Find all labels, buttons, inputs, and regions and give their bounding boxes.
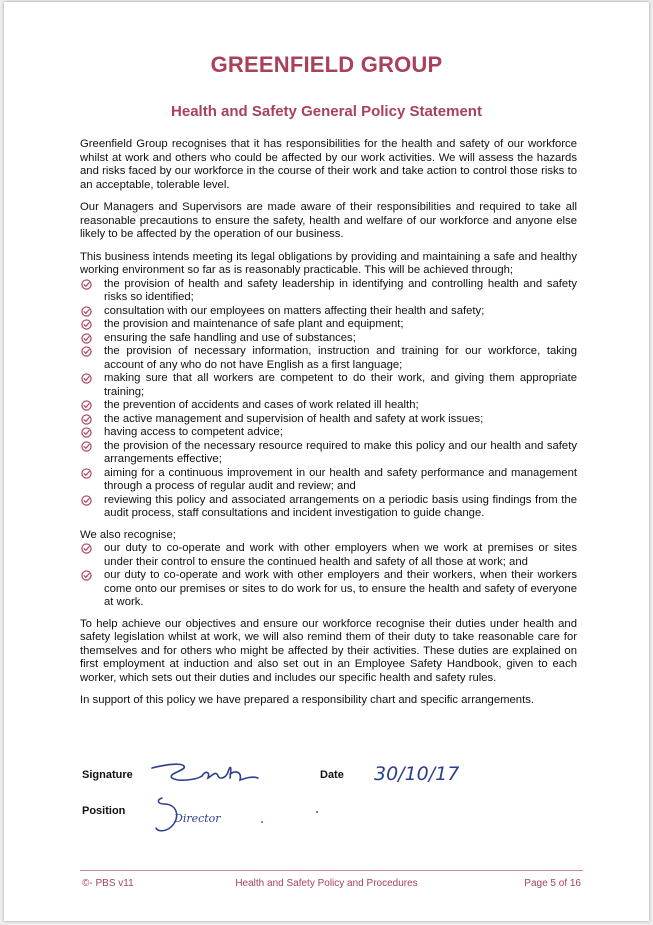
list-item-text: consultation with our employees on matters affecting their health and safety; <box>104 304 485 317</box>
handwritten-position <box>150 792 280 838</box>
list-item <box>80 426 577 440</box>
check-circle-icon <box>81 468 92 479</box>
check-circle-icon <box>81 306 92 317</box>
check-circle-icon <box>81 570 92 581</box>
list-item-text: the provision of health and safety leadership in identifying and controlling health and safety risks so identified; <box>104 277 577 303</box>
check-circle-icon <box>81 414 92 425</box>
position-value: Director <box>174 812 221 825</box>
list-item-text: making sure that all workers are competent to do their work, and giving them appropriate training; <box>104 372 577 398</box>
list-item-text: our duty to co-operate and work with other employers when we work at premises or sites under their control to ensure the continued health and safety of all those at work; and <box>104 542 577 568</box>
list-item <box>80 467 577 494</box>
list-item-text: the active management and supervision of health and safety at work issues; <box>104 412 484 425</box>
stray-mark <box>316 811 318 813</box>
document-page <box>4 2 649 921</box>
list-item-text: ensuring the safe handling and use of substances; <box>104 331 356 344</box>
date-label: Date <box>320 769 344 781</box>
list-item <box>80 372 577 399</box>
footer-copyright: ©- PBS v11 <box>82 878 134 889</box>
handwritten-signature <box>146 758 266 788</box>
support-paragraph: In support of this policy we have prepared a responsibility chart and specific arrangements. <box>80 694 534 706</box>
intro-paragraph: Greenfield Group recognises that it has responsibilities for the health and safety of our workforce whilst at work and others who could be affected by our work activities. We will assess the hazards and risks faced by our workforce in the course of their work and take action to control those risks to an acceptable, tolerable level. <box>80 138 577 191</box>
list-item <box>80 345 577 372</box>
list-item <box>80 305 577 319</box>
page-title: Health and Safety General Policy Statement <box>171 103 482 120</box>
list-item-text: the provision of the necessary resource required to make this policy and our health and safety arrangements effective; <box>104 439 577 465</box>
list-item-text: having access to competent advice; <box>104 426 283 438</box>
signature-label: Signature <box>82 769 133 781</box>
list-item-text: our duty to co-operate and work with other employers and their workers, when their workers come onto our premises or sites to do work for us, to ensure the health and safety of everyone at work. <box>104 569 577 608</box>
list-item <box>80 569 577 610</box>
list-item <box>80 413 577 427</box>
handwritten-date <box>370 759 480 787</box>
policy-body <box>80 138 577 717</box>
check-circle-icon <box>81 346 92 357</box>
list-item <box>80 440 577 467</box>
position-label: Position <box>82 805 126 817</box>
list-item <box>80 278 577 305</box>
footer-page-number: Page 5 of 16 <box>524 878 581 889</box>
duties-paragraph: To help achieve our objectives and ensure our workforce recognise their duties under health and safety legislation whilst at work, we will also remind them of their duty to take reasonable care for themselves and for others who might be affected by their activities. These duties are explained on first employment at induction and also set out in an Employee Safety Handbook, given to each worker, which sets out their duties and includes our specific health and safety rules. <box>80 617 577 684</box>
date-value: 30/10/17 <box>374 763 460 785</box>
list-item <box>80 318 577 332</box>
footer-title: Health and Safety Policy and Procedures <box>235 878 418 889</box>
check-circle-icon <box>81 279 92 290</box>
check-circle-icon <box>81 400 92 411</box>
footer-divider <box>80 870 583 871</box>
list-item-text: reviewing this policy and associated arrangements on a periodic basis using findings from the audit process, staff consultations and incident investigation to guide change. <box>104 493 577 519</box>
company-name: GREENFIELD GROUP <box>210 52 443 77</box>
check-circle-icon <box>81 495 92 506</box>
check-circle-icon <box>81 319 92 330</box>
managers-paragraph: Our Managers and Supervisors are made aware of their responsibilities and required to take all reasonable precautions to ensure the safety, health and welfare of our workforce and anyone else likely to be affected by the operation of our business. <box>80 201 577 240</box>
check-circle-icon <box>81 427 92 438</box>
list-item <box>80 494 577 521</box>
check-circle-icon <box>81 373 92 384</box>
check-circle-icon <box>81 333 92 344</box>
list-item <box>80 332 577 346</box>
list-item-text: the provision and maintenance of safe plant and equipment; <box>104 318 404 330</box>
list-item-text: the provision of necessary information, instruction and training for our workforce, taking account of any who do not have English as a first language; <box>104 345 577 371</box>
achievements-list <box>80 278 577 521</box>
recognitions-list <box>80 542 577 610</box>
check-circle-icon <box>81 543 92 554</box>
list-item-text: the prevention of accidents and cases of work related ill health; <box>104 399 419 411</box>
check-circle-icon <box>81 441 92 452</box>
list-item <box>80 399 577 413</box>
list-item-text: aiming for a continuous improvement in our health and safety performance and management through a process of regular audit and review; and <box>104 466 577 492</box>
list-item <box>80 542 577 569</box>
obligations-paragraph: This business intends meeting its legal obligations by providing and maintaining a safe and healthy working environment so far as is reasonably practicable. This will be achieved through; <box>80 250 577 276</box>
recognise-paragraph: We also recognise; <box>80 528 176 541</box>
